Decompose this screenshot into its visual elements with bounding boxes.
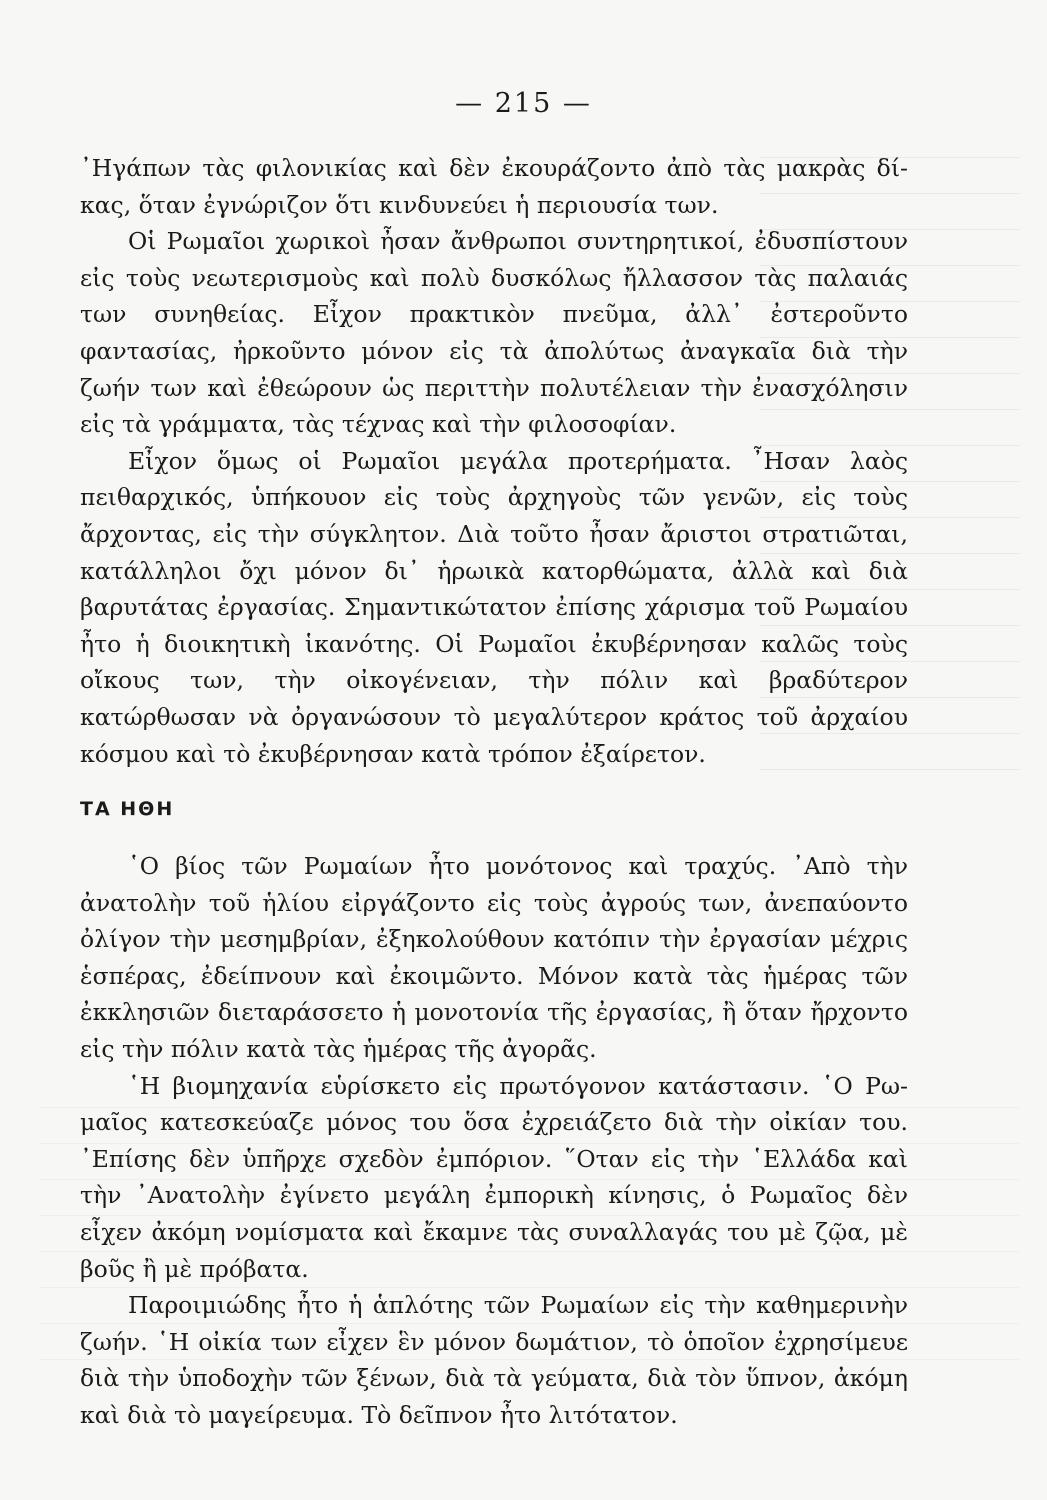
paragraph: ᾿Ηγάπων τὰς φιλονικίας καὶ δὲν ἐκουράζοντο ἀπὸ τὰς μακρὰς δίκας, ὅταν ἐγνώριζον ὅτι κινδυνεύει ἡ περιουσία των. xyxy=(80,154,908,219)
paragraph: ῾Ο βίος τῶν Ρωμαίων ἦτο μονότονος καὶ τραχύς. ᾿Απὸ τὴν ἀνατολὴν τοῦ ἡλίου εἰργάζοντο εἰς τοὺς ἀγρούς των, ἀνεπαύοντο ὀλίγον τὴν μεσημβρίαν, ἐξηκολούθουν κατόπιν τὴν ἐργασίαν μέχρις ἑσπέρας, ἐδείπνουν καὶ ἐκοιμῶντο. Μόνον κατὰ τὰς ἡμέρας τῶν ἐκκλησιῶν διεταράσσετο ἡ μονοτονία τῆς ἐργασίας, ἢ ὅταν ἤρχοντο εἰς τὴν πόλιν κατὰ τὰς ἡμέρας τῆς ἀγορᾶς. xyxy=(80,852,908,1064)
page-number: — 215 — xyxy=(455,88,592,119)
paragraph: ῾Η βιομηχανία εὑρίσκετο εἰς πρωτόγονον κατάστασιν. ῾Ο Ρωμαῖος κατεσκεύαζε μόνος του ὅσα ἐχρειάζετο διὰ τὴν οἰκίαν του. ᾿Επίσης δὲν ὑπῆρχε σχεδὸν ἐμπόριον. ῞Οταν εἰς τὴν ῾Ελλάδα καὶ τὴν ᾿Ανατολὴν ἐγίνετο μεγάλη ἐμπορικὴ κίνησις, ὁ Ρωμαῖος δὲν εἶχεν ἀκόμη νομίσματα καὶ ἔκαμνε τὰς συναλλαγάς του μὲ ζῷα, μὲ βοῦς ἢ μὲ πρόβατα. xyxy=(80,1071,908,1283)
paragraph: Εἶχον ὅμως οἱ Ρωμαῖοι μεγάλα προτερήματα. ῏Ησαν λαὸς πειθαρχικός, ὑπήκουον εἰς τοὺς ἀρχηγοὺς τῶν γενῶν, εἰς τοὺς ἄρχοντας, εἰς τὴν σύγκλητον. Διὰ τοῦτο ἦσαν ἄριστοι στρατιῶται, κατάλληλοι ὄχι μόνον δι᾿ ἡρωικὰ κατορθώματα, ἀλλὰ καὶ διὰ βαρυτάτας ἐργασίας. Σημαντικώτατον ἐπίσης χάρισμα τοῦ Ρωμαίου ἦτο ἡ διοικητικὴ ἱκανότης. Οἱ Ρωμαῖοι ἐκυβέρνησαν καλῶς τοὺς οἴκους των, τὴν οἰκογένειαν, τὴν πόλιν καὶ βραδύτερον κατώρθωσαν νὰ ὀργανώσουν τὸ μεγαλύτερον κράτος τοῦ ἀρχαίου κόσμου καὶ τὸ ἐκυβέρνησαν κατὰ τρόπον ἐξαίρετον. xyxy=(80,446,908,768)
text-column xyxy=(80,150,908,1434)
section-heading: ΤΑ ΗΘΗ xyxy=(80,798,175,821)
paragraph: Παροιμιώδης ἦτο ἡ ἁπλότης τῶν Ρωμαίων εἰς τὴν καθημερινὴν ζωήν. ῾Η οἰκία των εἶχεν ἓν μόνον δωμάτιον, τὸ ὁποῖον ἐχρησίμευε διὰ τὴν ὑποδοχὴν τῶν ξένων, διὰ τὰ γεύματα, διὰ τὸν ὕπνον, ἀκόμη καὶ διὰ τὸ μαγείρευμα. Τὸ δεῖπνον ἦτο λιτότατον. xyxy=(80,1291,908,1429)
paragraph: Οἱ Ρωμαῖοι χωρικοὶ ἦσαν ἄνθρωποι συντηρητικοί, ἐδυσπίστουν εἰς τοὺς νεωτερισμοὺς καὶ πολὺ δυσκόλως ἤλλασσον τὰς παλαιάς των συνηθείας. Εἶχον πρακτικὸν πνεῦμα, ἀλλ᾿ ἐστεροῦντο φαντασίας, ἠρκοῦντο μόνον εἰς τὰ ἀπολύτως ἀναγκαῖα διὰ τὴν ζωήν των καὶ ἐθεώρουν ὡς περιττὴν πολυτέλειαν τὴν ἐνασχόλησιν εἰς τὰ γράμματα, τὰς τέχνας καὶ τὴν φιλοσοφίαν. xyxy=(80,227,908,439)
